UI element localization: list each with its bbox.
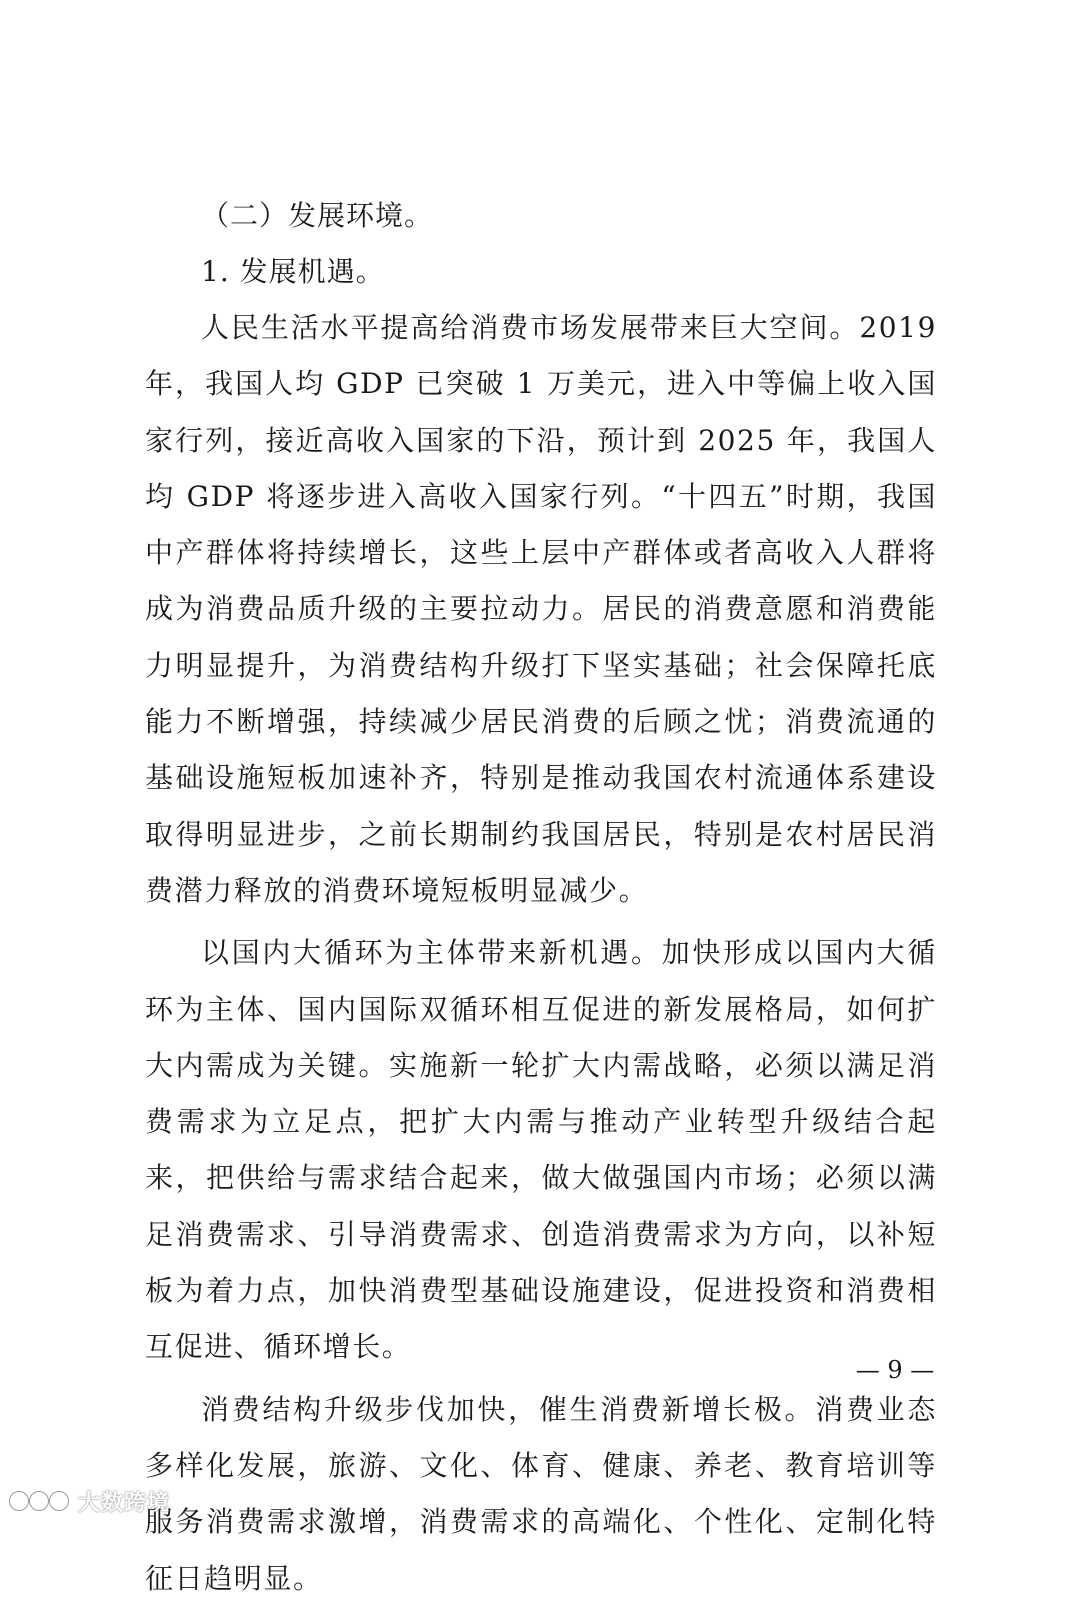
paragraph-consumption-upgrade: 消费结构升级步伐加快，催生消费新增长极。消费业态多样化发展，旅游、文化、体育、健康、养老、教育培训等服务消费需求激增，消费需求的高端化、个性化、定制化特征日趋明显。	[145, 1392, 937, 1595]
subheading: 1. 发展机遇。	[201, 255, 385, 288]
watermark-brand: 大数跨境	[78, 1490, 171, 1516]
document-body	[145, 188, 937, 1607]
page-number: — 9 —	[855, 1356, 935, 1384]
ooo-logo-icon	[8, 1489, 74, 1513]
paragraph-domestic-circulation: 以国内大循环为主体带来新机遇。加快形成以国内大循环为主体、国内国际双循环相互促进的新发展格局，如何扩大内需成为关键。实施新一轮扩大内需战略，必须以满足消费需求为立足点，把扩大内需与推动产业转型升级结合起来，把供给与需求结合起来，做大做强国内市场；必须以满足消费需求、引导消费需求、创造消费需求为方向，以补短板为着力点，加快消费型基础设施建设，促进投资和消费相互促进、循环增长。	[145, 936, 937, 1364]
paragraph-income-growth: 人民生活水平提高给消费市场发展带来巨大空间。2019 年，我国人均 GDP 已突破 1 万美元，进入中等偏上收入国家行列，接近高收入国家的下沿，预计到 2025 年，我国人均 GDP 将逐步进入高收入国家行列。“十四五”时期，我国中产群体将持续增长，这些上层中产群体或者高收入人群将成为消费品质升级的主要拉动力。居民的消费意愿和消费能力明显提升，为消费结构升级打下坚实基础；社会保障托底能力不断增强，持续减少居民消费的后顾之忧；消费流通的基础设施短板加速补齐，特别是推动我国农村流通体系建设取得明显进步，之前长期制约我国居民，特别是农村居民消费潜力释放的消费环境短板明显减少。	[145, 311, 937, 907]
watermark	[8, 1486, 170, 1516]
section-heading: （二）发展环境。	[201, 199, 434, 232]
